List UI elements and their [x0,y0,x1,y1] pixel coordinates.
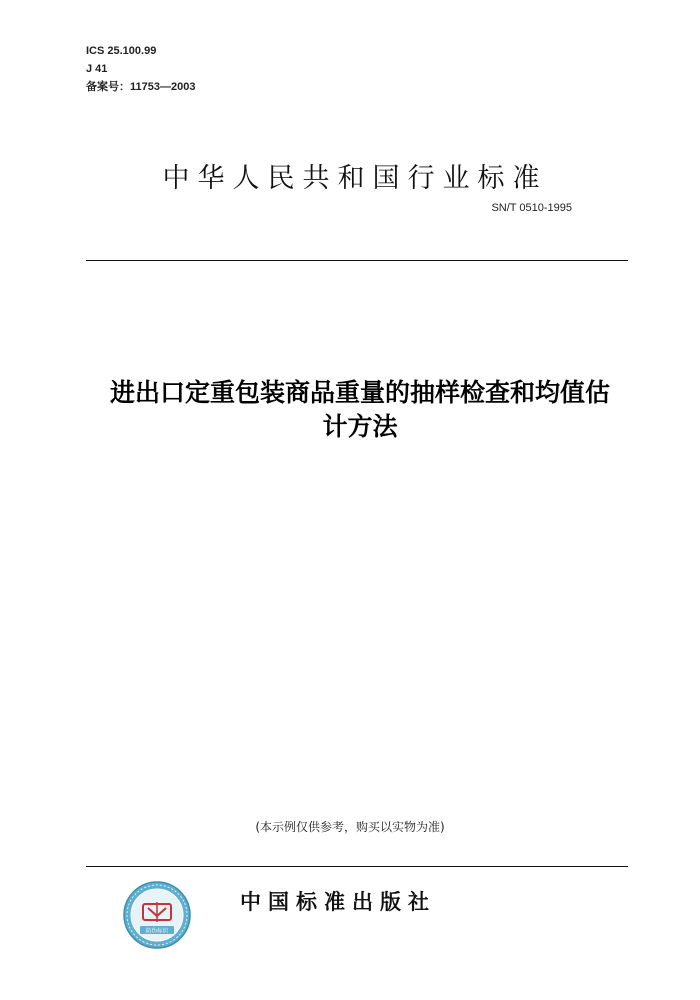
ics-code: ICS 25.100.99 [86,45,157,57]
publisher-name: 中国标准出版社 [240,890,436,914]
top-divider [86,260,628,261]
seal-text: 防伪标识 [145,928,169,935]
sample-disclaimer: (本示例仅供参考，购买以实物为准) [255,820,445,834]
standard-type-heading: 中华人民共和国行业标准 [162,163,548,194]
document-title-line-1: 进出口定重包装商品重量的抽样检查和均值估 [109,378,610,407]
standard-code: SN/T 0510-1995 [491,202,572,214]
document-metadata [86,42,195,96]
filing-number: 备案号：11753—2003 [86,81,196,93]
bottom-divider [86,866,628,867]
anti-counterfeit-seal-icon [122,880,192,950]
classification-code: J 41 [86,63,108,75]
document-title-line-2: 计方法 [322,412,398,441]
document-title [40,376,680,444]
